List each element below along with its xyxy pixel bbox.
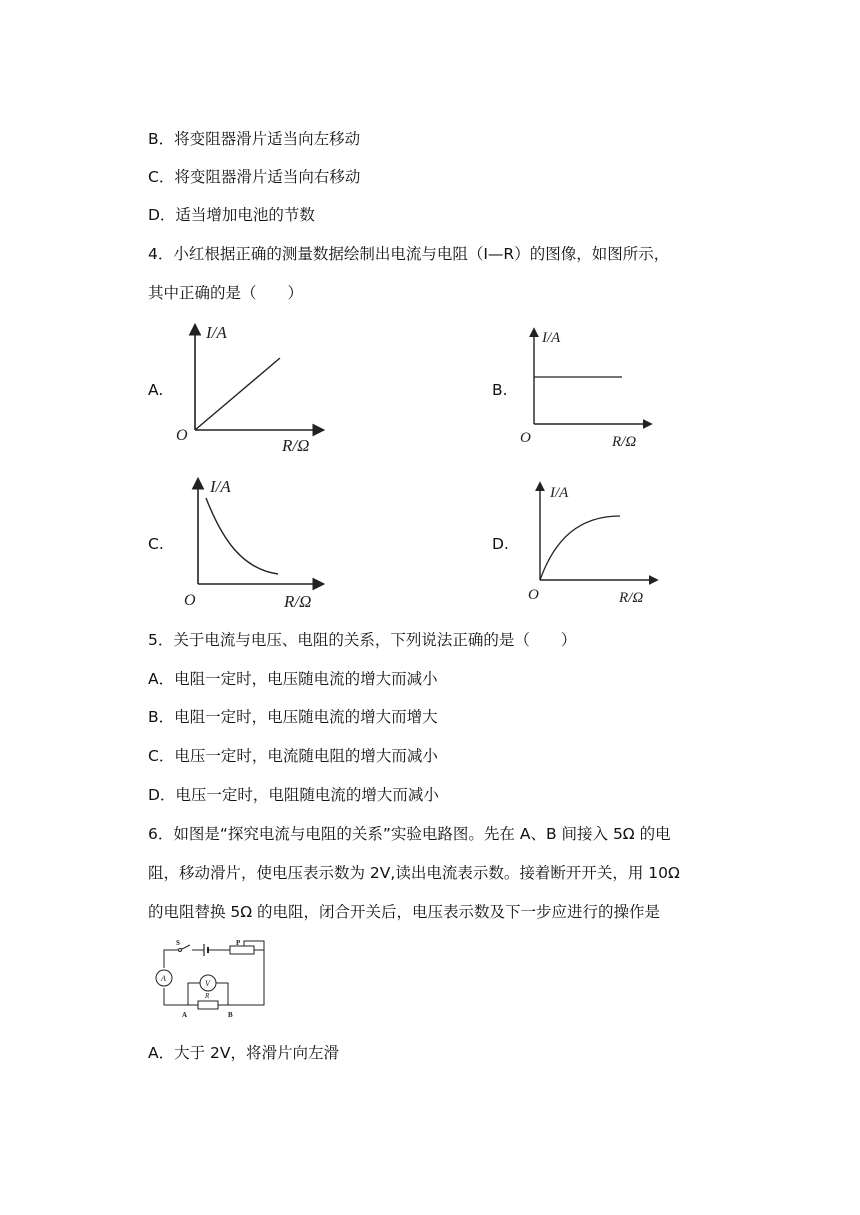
q6-stem-line-1: 6．如图是“探究电流与电阻的关系”实验电路图。先在 A、B 间接入 5Ω 的电 bbox=[148, 825, 671, 843]
x-axis-label: R/Ω bbox=[612, 434, 637, 450]
origin-label: O bbox=[528, 587, 539, 603]
q6-stem-line-3: 的电阻替换 5Ω 的电阻，闭合开关后，电压表示数及下一步应进行的操作是 bbox=[148, 903, 661, 921]
q5-stem: 5．关于电流与电压、电阻的关系，下列说法正确的是（ ） bbox=[148, 631, 577, 649]
point-a-label: A bbox=[182, 1011, 188, 1018]
switch-pivot bbox=[179, 949, 182, 952]
q4-option-b-label: B. bbox=[492, 381, 508, 399]
resistor bbox=[198, 1001, 218, 1009]
resistor-label: R bbox=[205, 992, 210, 1000]
graph-a bbox=[170, 318, 340, 458]
y-axis-label: I/A bbox=[206, 323, 227, 342]
graph-d bbox=[520, 478, 680, 608]
q6-option-a: A．大于 2V，将滑片向左滑 bbox=[148, 1044, 339, 1062]
q3-option-d: D．适当增加电池的节数 bbox=[148, 206, 315, 224]
q6-stem-line-2: 阻，移动滑片，使电压表示数为 2V,读出电流表示数。接着断开开关，用 10Ω bbox=[148, 864, 680, 882]
q4-stem-line-1: 4．小红根据正确的测量数据绘制出电流与电阻（I—R）的图像，如图所示， bbox=[148, 245, 670, 263]
switch-label: S bbox=[176, 939, 180, 947]
graph-c bbox=[172, 474, 342, 614]
q4-stem-line-2: 其中正确的是（ ） bbox=[148, 284, 304, 302]
circuit-diagram bbox=[150, 938, 272, 1018]
point-b-label: B bbox=[228, 1011, 233, 1018]
q4-option-d-label: D. bbox=[492, 535, 509, 553]
graph-curve bbox=[195, 358, 280, 430]
graph-b bbox=[512, 322, 672, 452]
rheostat bbox=[230, 946, 254, 954]
origin-label: O bbox=[176, 427, 188, 444]
y-axis-label: I/A bbox=[550, 485, 569, 501]
ammeter-label: A bbox=[161, 974, 166, 983]
x-axis-label: R/Ω bbox=[282, 436, 310, 455]
x-axis-label: R/Ω bbox=[284, 592, 312, 611]
voltmeter-label: V bbox=[205, 979, 210, 988]
q5-option-a: A．电阻一定时，电压随电流的增大而减小 bbox=[148, 670, 438, 688]
y-axis-label: I/A bbox=[210, 477, 231, 496]
slider-label: P bbox=[236, 939, 241, 947]
q5-option-d: D．电压一定时，电阻随电流的增大而减小 bbox=[148, 786, 439, 804]
graph-curve bbox=[206, 498, 278, 574]
q5-option-c: C．电压一定时，电流随电阻的增大而减小 bbox=[148, 747, 438, 765]
q3-option-c: C．将变阻器滑片适当向右移动 bbox=[148, 168, 361, 186]
x-axis-label: R/Ω bbox=[619, 590, 644, 606]
origin-label: O bbox=[520, 430, 531, 446]
outer-wire bbox=[164, 950, 180, 968]
q5-option-b: B．电阻一定时，电压随电流的增大而增大 bbox=[148, 708, 438, 726]
origin-label: O bbox=[184, 592, 196, 609]
graph-curve bbox=[540, 516, 620, 580]
q4-option-c-label: C. bbox=[148, 535, 164, 553]
y-axis-label: I/A bbox=[542, 330, 561, 346]
q3-option-b: B．将变阻器滑片适当向左移动 bbox=[148, 130, 361, 148]
q4-option-a-label: A. bbox=[148, 381, 164, 399]
